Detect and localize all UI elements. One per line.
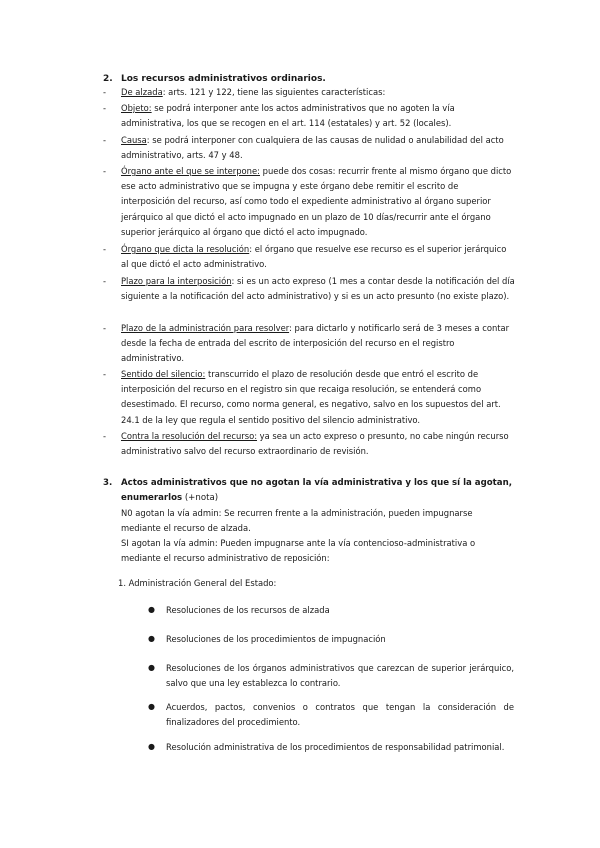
paragraph-si-agotan: SI agotan la vía admin: Pueden impugnarse ante la vía contencioso-administrativa o mediante el recurso administrativo de reposición: bbox=[121, 538, 476, 563]
list-item: - Contra la resolución del recurso: ya sea un acto expreso o presunto, no cabe ningún recurso administrativo salvo del recurso extraordinario de revisión. bbox=[103, 431, 509, 457]
list-item: - Plazo para la interposición: si es un acto expreso (1 mes a contar desde la notificación del día siguiente a la notificación del acto administrativo) y si es un acto presunto (no existe plazo). bbox=[103, 276, 515, 302]
list-item: - Sentido del silencio: transcurrido el plazo de resolución desde que entró el escrito de interposición del recurso en el registro sin que recaiga resolución, se entenderá como desestimado. El recurso, como norma general, es negativo, salvo en los supuestos del art. 24.1 de la ley que regula el sentido positivo del silencio administrativo. bbox=[103, 369, 501, 425]
section-3-number: 3. bbox=[103, 478, 113, 488]
bullet-icon: ● bbox=[148, 663, 155, 672]
list-item: - De alzada: arts. 121 y 122, tiene las siguientes características: bbox=[103, 87, 386, 97]
bullet-icon: ● bbox=[148, 702, 155, 711]
bullet-icon: ● bbox=[148, 634, 155, 643]
bullet-icon: ● bbox=[148, 742, 155, 751]
section-3-heading: 3. Actos administrativos que no agotan la vía administrativa y los que sí la agotan, enumerarlos (+nota) bbox=[103, 478, 512, 503]
paragraph-no-agotan: N0 agotan la vía admin: Se recurren frente a la administración, pueden impugnarse mediante el recurso de alzada. bbox=[121, 508, 473, 533]
bullet-item: Resoluciones de los órganos administrativos que carezcan de superior jerárquico, salvo que una ley establezca lo contrario. bbox=[166, 663, 514, 689]
list-item: - Órgano que dicta la resolución: el órgano que resuelve ese recurso es el superior jerárquico al que dictó el acto administrativo. bbox=[103, 244, 507, 270]
section-2-heading bbox=[103, 72, 326, 86]
bullet-icon: ● bbox=[148, 605, 155, 614]
section-3-title: Actos administrativos que no agotan la vía administrativa y los que sí la agotan, bbox=[121, 478, 512, 488]
bullet-item: Resolución administrativa de los procedimientos de responsabilidad patrimonial. bbox=[166, 742, 505, 752]
section-2-number: 2. bbox=[103, 74, 113, 84]
bullet-item: Acuerdos, pactos, convenios o contratos que tengan la consideración de finalizadores del procedimiento. bbox=[166, 702, 514, 728]
bullet-item: Resoluciones de los procedimientos de impugnación bbox=[166, 634, 386, 644]
sublist-title: 1. Administración General del Estado: bbox=[118, 578, 277, 588]
list-item: - Causa: se podrá interponer con cualquiera de las causas de nulidad o anulabilidad del acto administrativo, arts. 47 y 48. bbox=[103, 135, 504, 161]
list-item: - Órgano ante el que se interpone: puede dos cosas: recurrir frente al mismo órgano que dicto ese acto administrativo que se impugna y este órgano debe remitir el escrito de interposición del recurso, así como todo el expediente administrativo al órgano superior jerárquico al que dictó el acto impugnado en un plazo de 10 días/recurrir ante el órgano superior jerárquico al órgano que dictó el acto impugnado. bbox=[103, 166, 512, 237]
section-3-note: (+nota) bbox=[182, 492, 219, 503]
section-2-title: Los recursos administrativos ordinarios. bbox=[121, 74, 326, 84]
list-item: - Plazo de la administración para resolver: para dictarlo y notificarlo será de 3 meses a contar desde la fecha de entrada del escrito de interposición del recurso en el registro administrativo. bbox=[103, 323, 510, 364]
list-item: - Objeto: se podrá interponer ante los actos administrativos que no agoten la vía administrativa, los que se recogen en el art. 114 (estatales) y art. 52 (locales). bbox=[103, 103, 455, 129]
bullet-item: Resoluciones de los recursos de alzada bbox=[166, 605, 330, 615]
